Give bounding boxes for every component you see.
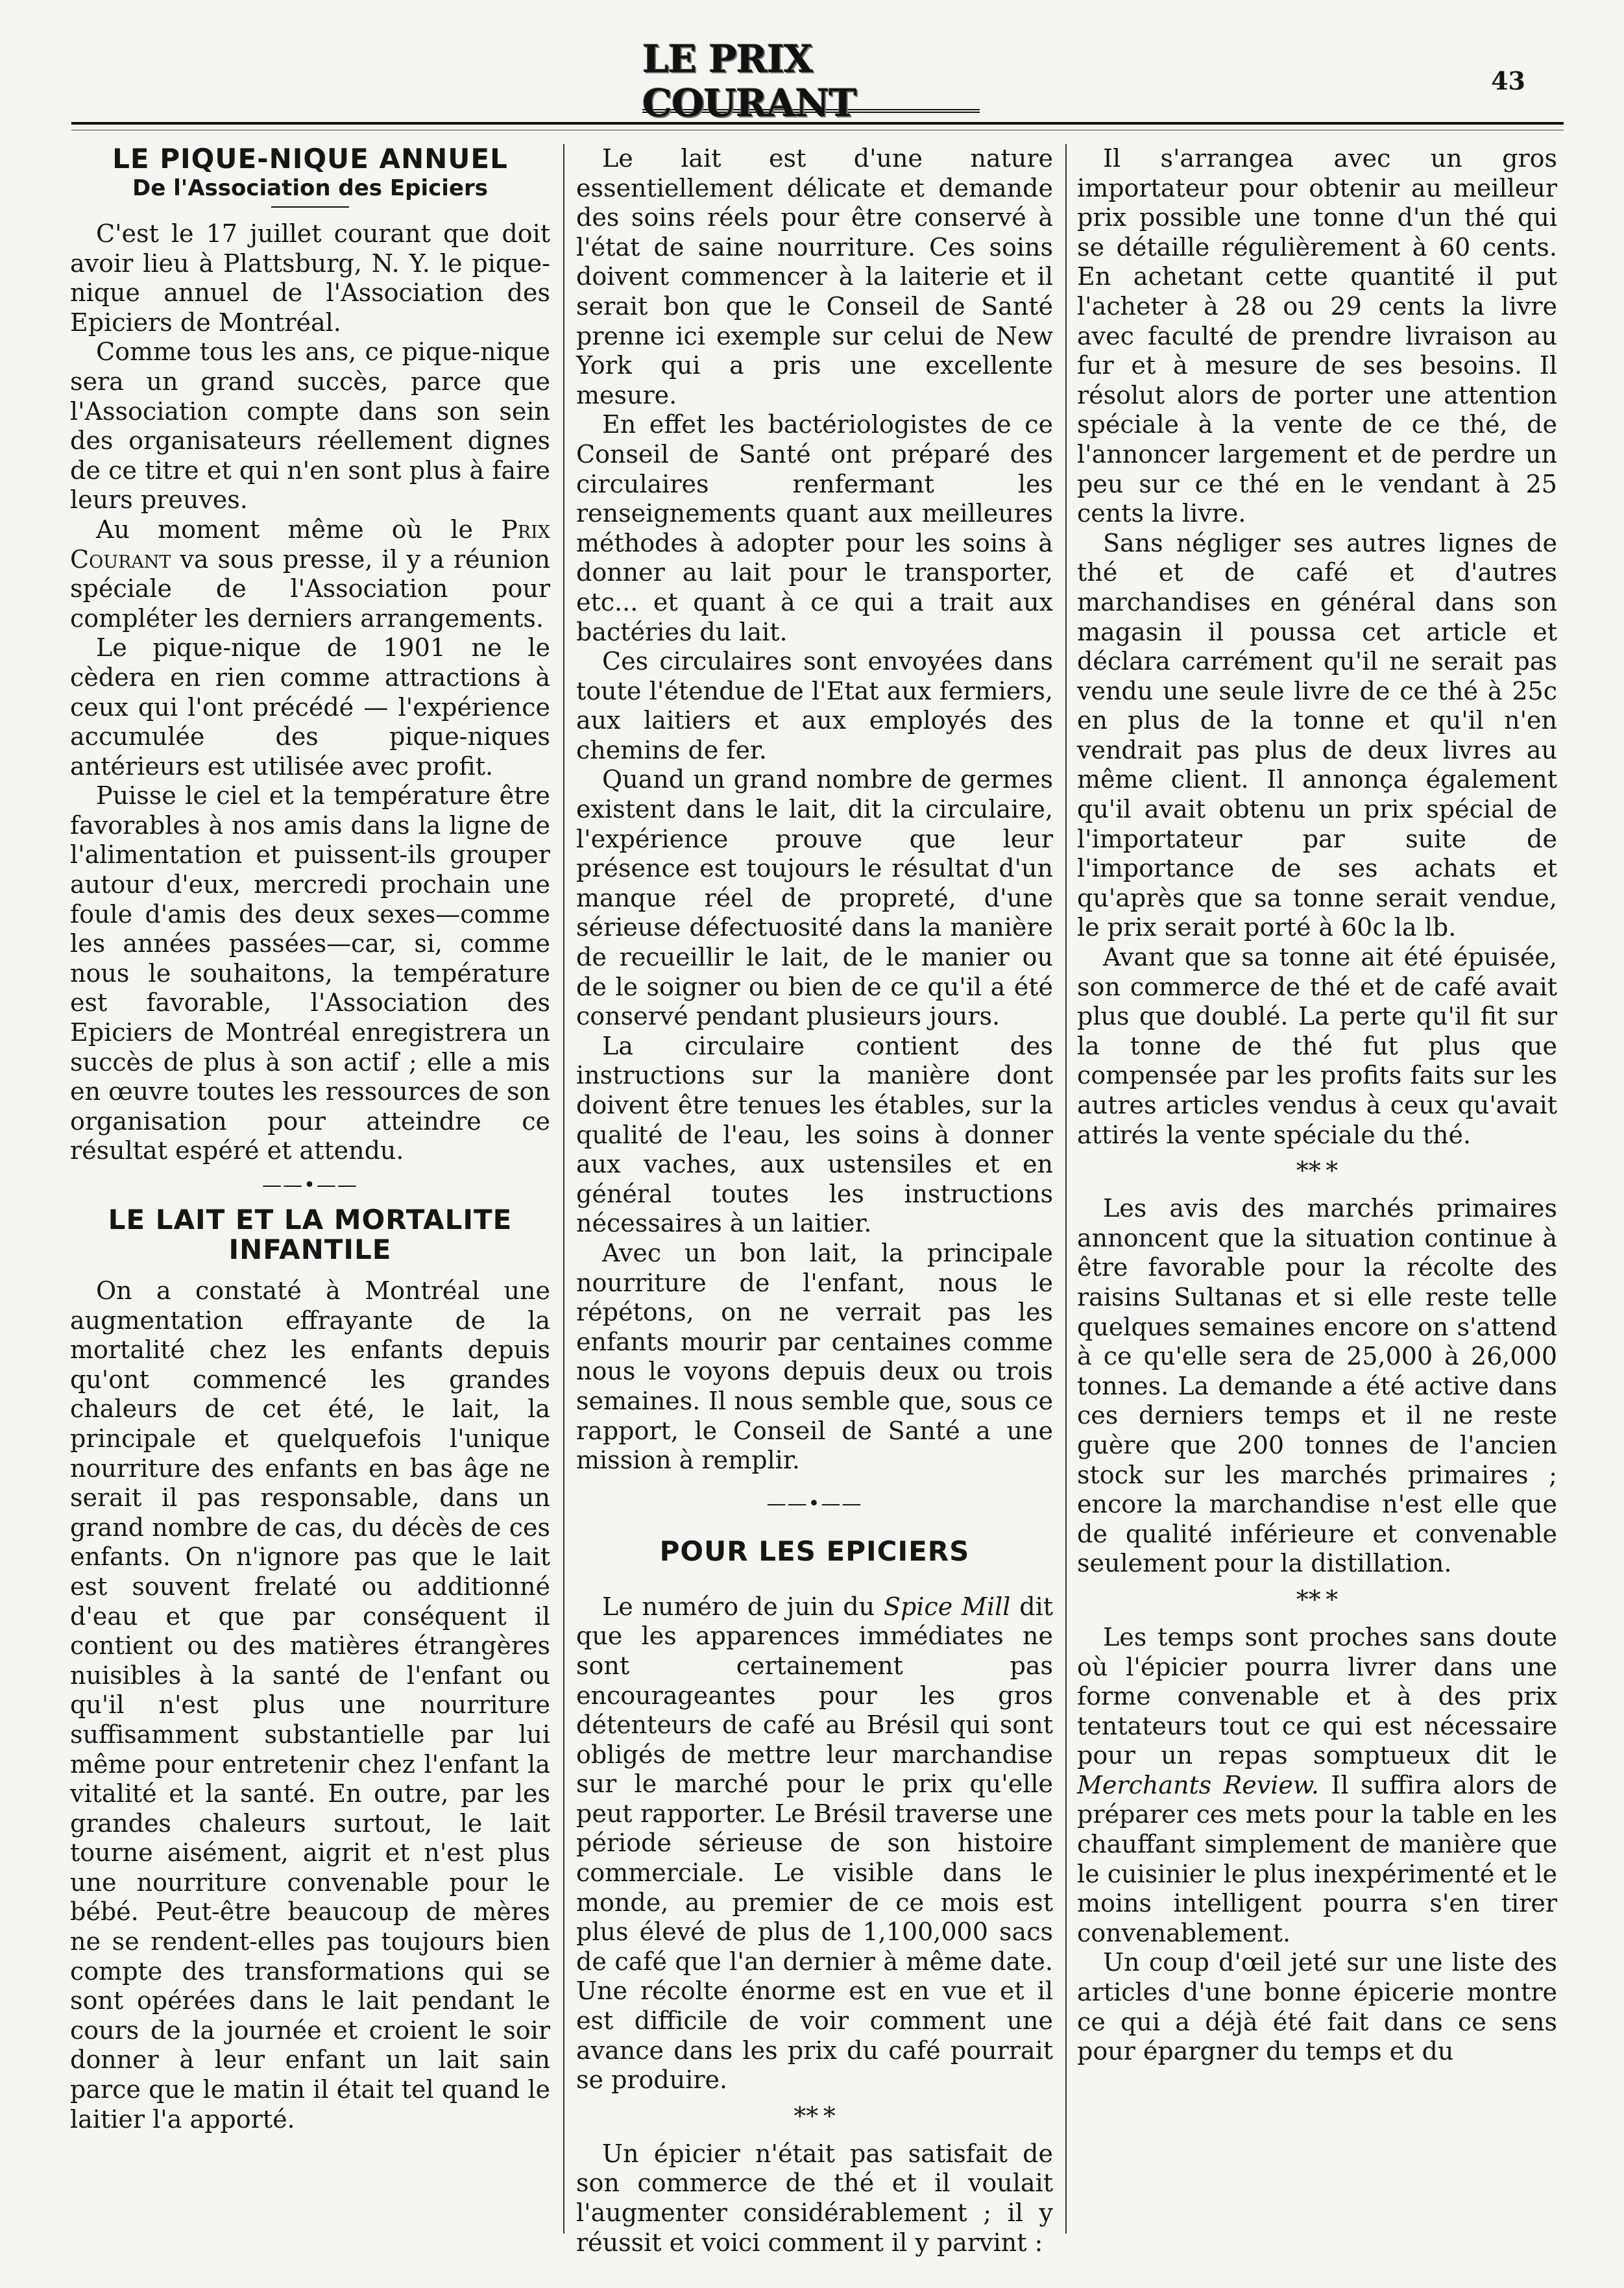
asterism: ** * [794, 2101, 836, 2130]
paragraph [70, 515, 550, 633]
asterism: ** * [1296, 1156, 1339, 1186]
text-run: Le numéro de juin du [602, 1592, 884, 1621]
column-divider [1065, 144, 1067, 2233]
text-run: va sous presse, il y a réunion spéciale de l'Association pour compléter les derniers arrangements. [70, 544, 550, 633]
column-3 [1077, 144, 1557, 2227]
title-rule [271, 206, 349, 208]
paragraph: On a constaté à Montréal une augmentation effrayante de la mortalité chez les enfants depuis qu'ont commencé les grandes chaleurs de cet été, le lait, la principale et quelquefois l'unique nourriture des enfants en bas âge ne serait il pas responsable, dans un grand nombre de cas, du décès de ces enfants. On n'ignore pas que le lait est souvent frelaté ou additionné d'eau et que par conséquent il contient ou des matières étrangères nuisibles à la santé de l'enfant ou qu'il n'est plus une nourriture suffisamment substantielle par lui même pour entretenir chez l'enfant la vitalité et la santé. En outre, par les grandes chaleurs surtout, le lait tourne aisément, aigrit et n'est plus une nourriture convenable pour le bébé. Peut-être beaucoup de mères ne se rendent-elles pas toujours bien compte des transformations qui se sont opérées dans le lait pendant le cours de la journée et croient le soir donner à leur enfant un lait sain parce que le matin il était tel quand le laitier l'a apporté. [70, 1276, 550, 2134]
paragraph: Le lait est d'une nature essentiellement délicate et demande des soins réels pour être conservé à l'état de saine nourriture. Ces soins doivent commencer à la laiterie et il serait bon que le Conseil de Santé prenne ici exemple sur celui de New York qui a pris une excellente mesure. [576, 144, 1053, 409]
article-title: LE LAIT ET LA MORTALITE INFANTILE [108, 1204, 513, 1265]
paragraph [1077, 1623, 1557, 1949]
article-title: LE PIQUE-NIQUE ANNUEL [112, 143, 508, 175]
publication-name: Spice Mill [883, 1592, 1011, 1621]
article-subtitle: De l'Association des Epiciers [132, 175, 488, 201]
paragraph: Le pique-nique de 1901 ne le cèdera en rien comme attractions à ceux qui l'ont précédé — l'expérience accumulée des pique-niques antérieurs est utilisée avec profit. [70, 633, 550, 781]
section-divider: ——•—— [766, 1492, 863, 1515]
column-divider [563, 144, 564, 2233]
newspaper-logo: LE PRIX COURANT [642, 53, 980, 113]
header-rule [71, 122, 1564, 125]
paragraph: C'est le 17 juillet courant que doit avoir lieu à Plattsburg, N. Y. le pique-nique annuel de l'Association des Epiciers de Montréal. [70, 219, 550, 337]
section-divider: ——•—— [262, 1174, 358, 1197]
publication-name: Merchants Review. [1077, 1770, 1319, 1799]
paragraph: La circulaire contient des instructions sur la manière dont doivent être tenues les étables, sur la qualité de l'eau, les soins à donner aux vaches, aux ustensiles et en général toutes les instructions nécessaires à un laitier. [576, 1031, 1053, 1238]
paragraph: Comme tous les ans, ce pique-nique sera un grand succès, parce que l'Association compte dans son sein des organisateurs réellement dignes de ce titre et qui n'en sont plus à faire leurs preuves. [70, 337, 550, 515]
text-run: Les temps sont proches sans doute où l'épicier pourra livrer dans une forme convenable et à des prix tentateurs tout ce qui est nécessaire pour un repas somptueux dit le [1077, 1622, 1557, 1770]
paragraph: Sans négliger ses autres lignes de thé et de café et d'autres marchandises en général dans son magasin il poussa cet article et déclara carrément qu'il ne serait pas vendu une seule livre de ce thé à 25c en plus de la tonne et qu'il n'en vendrait pas plus de deux livres au même client. Il annonça également qu'il avait obtenu un prix spécial de l'importateur par suite de l'importance de ses achats et qu'après que sa tonne serait vendue, le prix serait porté à 60c la lb. [1077, 528, 1557, 942]
masthead [0, 37, 1624, 125]
newspaper-name: Prix Courant [70, 515, 550, 574]
paragraph: Un épicier n'était pas satisfait de son commerce de thé et il voulait l'augmenter considérablement ; il y réussit et voici comment il y parvint : [576, 2139, 1053, 2257]
paragraph: Puisse le ciel et la température être favorables à nos amis dans la ligne de l'alimentation et puissent-ils grouper autour d'eux, mercredi prochain une foule d'amis des deux sexes—comme les années passées—car, si, comme nous le souhaitons, la température est favorable, l'Association des Epiciers de Montréal enregistrera un succès de plus à son actif ; elle a mis en œuvre toutes les ressources de son organisation pour atteindre ce résultat espéré et attendu. [70, 781, 550, 1165]
paragraph [576, 1592, 1053, 2095]
article-title: POUR LES EPICIERS [659, 1535, 970, 1567]
paragraph: Avant que sa tonne ait été épuisée, son commerce de thé et de café avait plus que doublé. La perte qu'il fit sur la tonne de thé fut plus que compensée par les profits faits sur les autres articles vendus à ceux qu'avait attirés la vente spéciale du thé. [1077, 943, 1557, 1149]
text-run: Au moment même où le [96, 515, 502, 544]
paragraph: Quand un grand nombre de germes existent dans le lait, dit la circulaire, l'expérience prouve que leur présence est toujours le résultat d'un manque réel de propreté, d'une sérieuse défectuosité dans la manière de recueillir le lait, de le manier ou de le soigner ou bien de ce qu'il a été conservé pendant plusieurs jours. [576, 765, 1053, 1031]
text-run: dit que les apparences immédiates ne sont certainement pas encourageantes pour les gros détenteurs de café au Brésil qui sont obligés de mettre leur marchandise sur le marché pour le prix qu'elle peut rapporter. Le Brésil traverse une période sérieuse de son histoire commerciale. Le visible dans le monde, au premier de ce mois est plus élevé de plus de 1,100,000 sacs de café que l'an dernier à même date. Une récolte énorme est en vue et il est difficile de voir comment une avance dans les prix du café pourrait se produire. [576, 1592, 1054, 2095]
column-2 [576, 144, 1054, 2257]
paragraph: Les avis des marchés primaires annoncent que la situation continue à être favorable pour la récolte des raisins Sultanas et si elle reste telle quelques semaines encore on s'attend à ce qu'elle sera de 25,000 à 26,000 tonnes. La demande a été active dans ces derniers temps et il ne reste guère que 200 tonnes de l'ancien stock sur les marchés primaires ; encore la marchandise n'est elle que de qualité inférieure et convenable seulement pour la distillation. [1077, 1194, 1557, 1578]
paragraph: Ces circulaires sont envoyées dans toute l'étendue de l'Etat aux fermiers, aux laitiers et aux employés des chemins de fer. [576, 647, 1053, 764]
paragraph: En effet les bactériologistes de ce Conseil de Santé ont préparé des circulaires renfermant les renseignements quant aux meilleures méthodes à adopter pour les soins à donner au lait pour le transporter, etc... et quant à ce qui a trait aux bactéries du lait. [576, 410, 1053, 646]
text-run: Il suffira alors de préparer ces mets pour la table en les chauffant simplement de manière que le cuisinier le plus inexpérimenté et le moins intelligent pourra s'en tirer convenablement. [1077, 1770, 1557, 1947]
asterism: ** * [1296, 1585, 1339, 1614]
paragraph: Avec un bon lait, la principale nourriture de l'enfant, nous le répétons, on ne verrait pas les enfants mourir par centaines comme nous le voyons depuis deux ou trois semaines. Il nous semble que, sous ce rapport, le Conseil de Santé a une mission à remplir. [576, 1238, 1053, 1475]
paragraph: Un coup d'œil jeté sur une liste des articles d'une bonne épicerie montre ce qui a déjà été fait dans ce sens pour épargner du temps et du [1077, 1948, 1557, 2066]
column-1 [70, 144, 550, 2227]
page-number: 43 [1491, 66, 1525, 95]
paragraph: Il s'arrangea avec un gros importateur pour obtenir au meilleur prix possible une tonne d'un thé qui se détaille régulièrement à 60 cents. En achetant cette quantité il put l'acheter à 28 ou 29 cents la livre avec faculté de prendre livraison au fur et à mesure de ses besoins. Il résolut alors de porter une attention spéciale à la vente de ce thé, de l'annoncer largement et de perdre un peu sur ce thé en le vendant à 25 cents la livre. [1077, 144, 1557, 528]
